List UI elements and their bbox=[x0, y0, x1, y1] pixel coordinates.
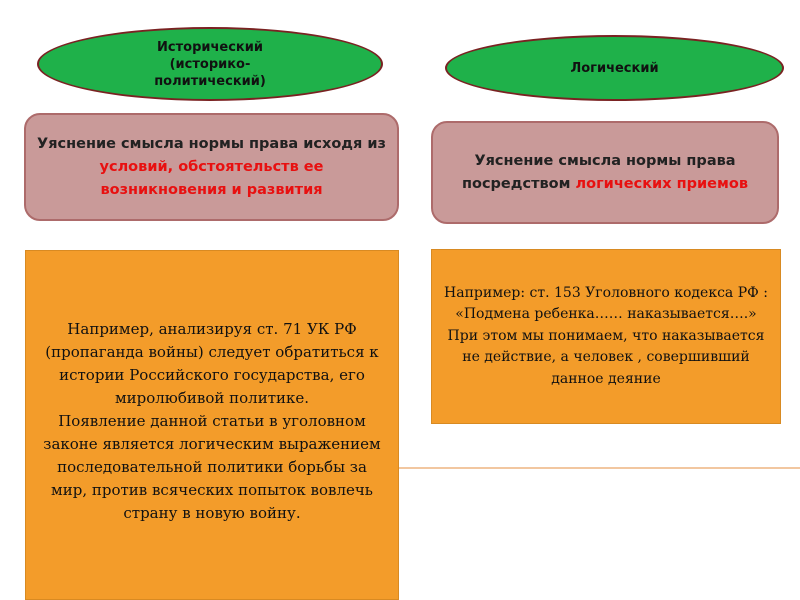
logical-example-box bbox=[431, 249, 781, 424]
logical-example-text: Например: ст. 153 Уголовного кодекса РФ : «Подмена ребенка…… наказывается….» При этом мы понимаем, что наказывается не действие, а человек , совершивший данное деяние bbox=[444, 284, 768, 387]
decorative-divider bbox=[399, 467, 800, 469]
logical-method-title: Логический bbox=[570, 60, 659, 76]
logical-definition-text: Уяснение смысла нормы права посредством логических приемов bbox=[461, 152, 749, 192]
historical-example-paragraph-2: Появление данной статьи в уголовном законе является логическим выражением последовательной политики борьбы за мир, против всяческих попыток вовлечь страну в новую войну. bbox=[43, 411, 381, 522]
logical-definition-box bbox=[431, 121, 779, 224]
logical-definition-highlight: логических приемов bbox=[575, 175, 749, 192]
historical-example-box bbox=[25, 250, 399, 600]
historical-example-paragraph-1: Например, анализируя ст. 71 УК РФ (пропаганда войны) следует обратиться к истории Российского государства, его миролюбивой политике. bbox=[45, 319, 379, 407]
historical-example-text bbox=[38, 318, 386, 525]
historical-method-title: Исторический (историко- политический) bbox=[154, 39, 266, 89]
historical-method-oval bbox=[37, 27, 383, 101]
historical-definition-box bbox=[24, 113, 399, 221]
historical-definition-highlight: условий, обстоятельств ее возникновения и развития bbox=[99, 158, 324, 198]
logical-method-oval bbox=[445, 35, 784, 101]
historical-definition-text: Уяснение смысла нормы права исходя из условий, обстоятельств ее возникновения и развития bbox=[37, 135, 386, 198]
